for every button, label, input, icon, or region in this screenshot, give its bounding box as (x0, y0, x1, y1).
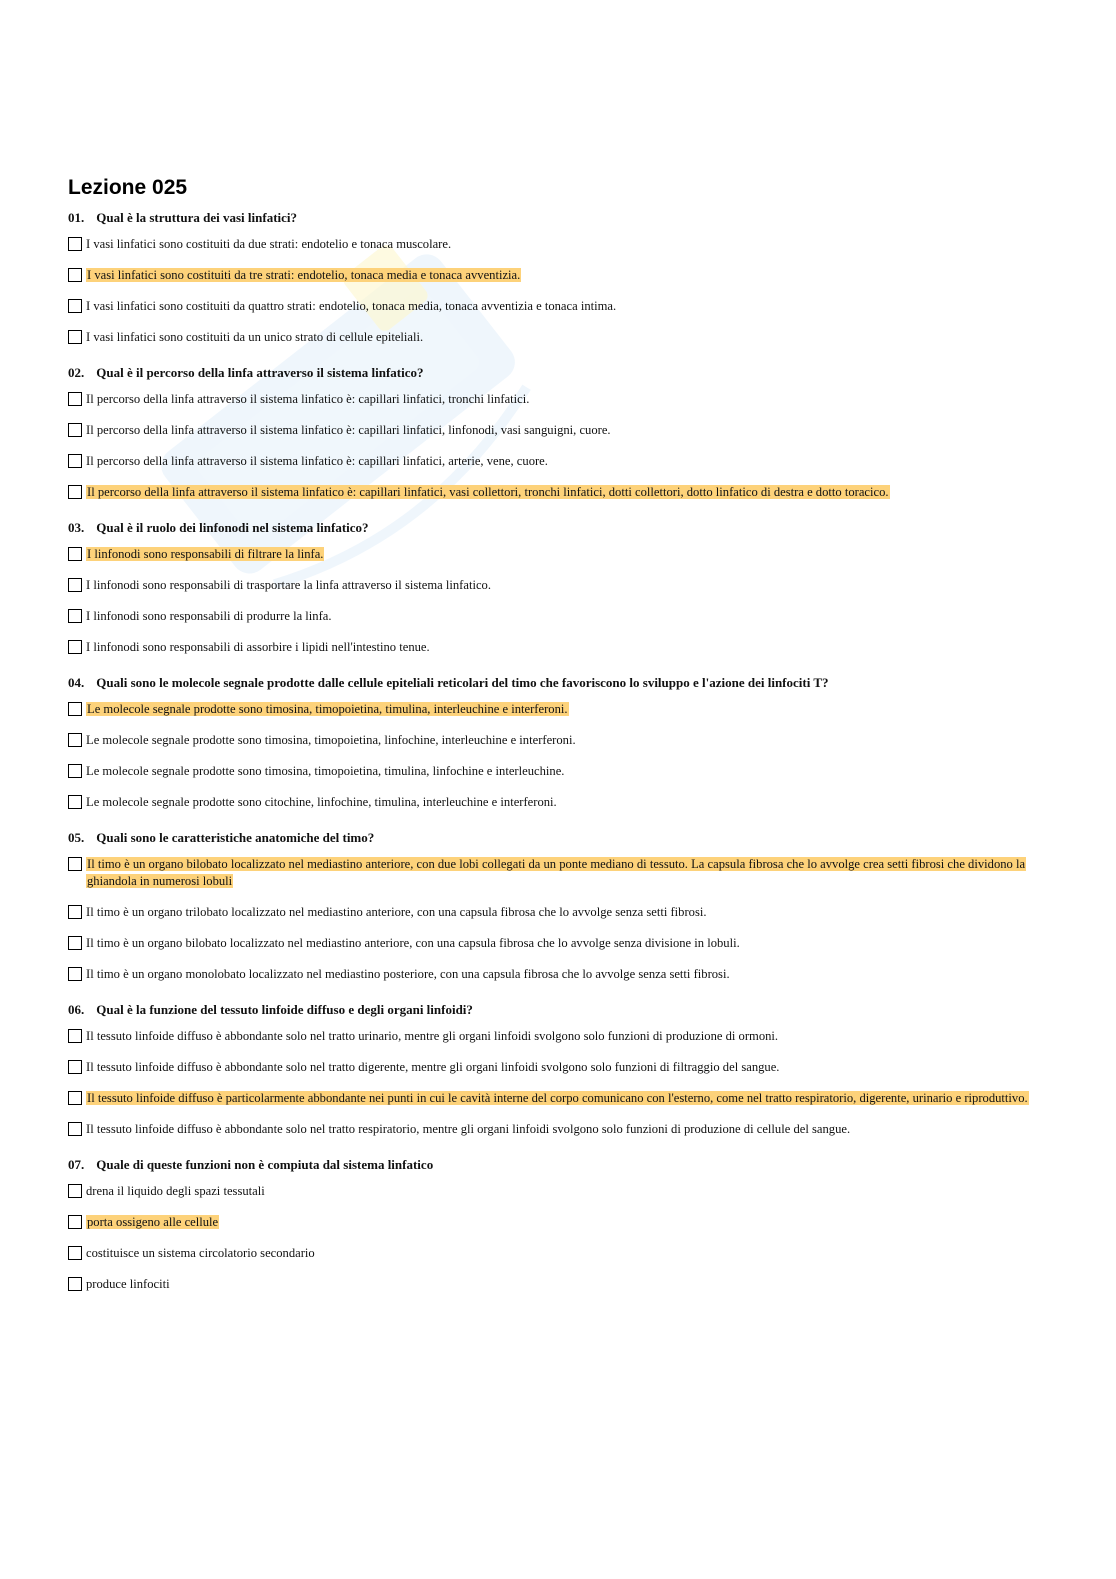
highlighted-answer-text: Il tessuto linfoide diffuso è particolarmente abbondante nei punti in cui le cavità interne del corpo comunicano con l'esterno, come nel tratto respiratorio, digerente, urinario e riproduttivo. (87, 1091, 1028, 1105)
answer-text (86, 701, 1048, 718)
answer-text: I vasi linfatici sono costituiti da quattro strati: endotelio, tonaca media, tonaca avventizia e tonaca intima. (86, 299, 617, 313)
highlighted-answer-text: Le molecole segnale prodotte sono timosina, timopoietina, timulina, interleuchine e interferoni. (87, 702, 568, 716)
answer-option (68, 236, 1048, 253)
question-title (68, 675, 1048, 691)
answer-checkbox[interactable] (68, 485, 82, 499)
question-text: Quali sono le caratteristiche anatomiche del timo? (96, 830, 375, 845)
question-text: Qual è il percorso della linfa attraverso il sistema linfatico? (96, 365, 424, 380)
answer-checkbox[interactable] (68, 1060, 82, 1074)
answer-text (86, 856, 1048, 890)
answer-checkbox[interactable] (68, 967, 82, 981)
answer-checkbox[interactable] (68, 702, 82, 716)
answer-option-highlighted (68, 1090, 1048, 1107)
answer-checkbox[interactable] (68, 1215, 82, 1229)
answer-checkbox[interactable] (68, 609, 82, 623)
answer-option-highlighted (68, 546, 1048, 563)
answer-text: Il tessuto linfoide diffuso è abbondante solo nel tratto digerente, mentre gli organi linfoidi svolgono solo funzioni di filtraggio del sangue. (86, 1060, 780, 1074)
question-title (68, 1157, 1048, 1173)
answer-option-highlighted (68, 701, 1048, 718)
answer-checkbox[interactable] (68, 578, 82, 592)
answer-text: drena il liquido degli spazi tessutali (86, 1184, 265, 1198)
answer-option (68, 391, 1048, 408)
answer-checkbox[interactable] (68, 905, 82, 919)
answer-text: Le molecole segnale prodotte sono timosina, timopoietina, linfochine, interleuchine e interferoni. (86, 733, 576, 747)
answer-option (68, 904, 1048, 921)
question-text: Qual è la funzione del tessuto linfoide diffuso e degli organi linfoidi? (96, 1002, 473, 1017)
answer-text: Le molecole segnale prodotte sono citochine, linfochine, timulina, interleuchine e interferoni. (86, 795, 557, 809)
answer-text (86, 546, 1048, 563)
answer-text: Il tessuto linfoide diffuso è abbondante solo nel tratto urinario, mentre gli organi linfoidi svolgono solo funzioni di produzione di ormoni. (86, 1029, 779, 1043)
highlighted-answer-text: porta ossigeno alle cellule (87, 1215, 219, 1229)
question-04 (68, 675, 1048, 811)
answer-checkbox[interactable] (68, 1277, 82, 1291)
question-number: 03. (68, 520, 85, 535)
answer-checkbox[interactable] (68, 1246, 82, 1260)
answer-text: I linfonodi sono responsabili di produrre la linfa. (86, 609, 332, 623)
highlighted-answer-text: I vasi linfatici sono costituiti da tre strati: endotelio, tonaca media e tonaca avventizia. (87, 268, 521, 282)
answer-option (68, 763, 1048, 780)
answer-option (68, 422, 1048, 439)
question-title (68, 1002, 1048, 1018)
answer-option (68, 1028, 1048, 1045)
answer-text: I linfonodi sono responsabili di assorbire i lipidi nell'intestino tenue. (86, 640, 430, 654)
question-title (68, 210, 1048, 226)
answer-option (68, 935, 1048, 952)
answer-option (68, 1245, 1048, 1262)
answer-text: Il timo è un organo monolobato localizzato nel mediastino posteriore, con una capsula fibrosa che lo avvolge senza setti fibrosi. (86, 967, 730, 981)
question-number: 04. (68, 675, 85, 690)
answer-option (68, 608, 1048, 625)
answer-checkbox[interactable] (68, 1091, 82, 1105)
question-text: Qual è la struttura dei vasi linfatici? (96, 210, 298, 225)
answer-text: Il timo è un organo trilobato localizzato nel mediastino anteriore, con una capsula fibrosa che lo avvolge senza setti fibrosi. (86, 905, 707, 919)
answer-checkbox[interactable] (68, 733, 82, 747)
question-text: Qual è il ruolo dei linfonodi nel sistema linfatico? (96, 520, 369, 535)
answer-checkbox[interactable] (68, 299, 82, 313)
highlighted-answer-text: I linfonodi sono responsabili di filtrare la linfa. (87, 547, 324, 561)
answer-text (86, 1214, 1048, 1231)
answer-text: Le molecole segnale prodotte sono timosina, timopoietina, timulina, linfochine e interleuchine. (86, 764, 565, 778)
answer-option-highlighted (68, 856, 1048, 890)
answer-checkbox[interactable] (68, 1184, 82, 1198)
answer-text (86, 484, 1048, 501)
question-title (68, 520, 1048, 536)
highlighted-answer-text: Il percorso della linfa attraverso il sistema linfatico è: capillari linfatici, vasi collettori, tronchi linfatici, dotti collettori, dotto linfatico di destra e dotto toracico. (87, 485, 889, 499)
answer-checkbox[interactable] (68, 857, 82, 871)
question-title (68, 365, 1048, 381)
answer-option (68, 1121, 1048, 1138)
question-number: 05. (68, 830, 85, 845)
question-05 (68, 830, 1048, 983)
answer-option (68, 1276, 1048, 1293)
answer-text: Il tessuto linfoide diffuso è abbondante solo nel tratto respiratorio, mentre gli organi linfoidi svolgono solo funzioni di produzione di cellule del sangue. (86, 1122, 851, 1136)
answer-checkbox[interactable] (68, 764, 82, 778)
answer-text: I linfonodi sono responsabili di trasportare la linfa attraverso il sistema linfatico. (86, 578, 491, 592)
answer-option (68, 732, 1048, 749)
answer-checkbox[interactable] (68, 454, 82, 468)
question-number: 07. (68, 1157, 85, 1172)
answer-option-highlighted (68, 1214, 1048, 1231)
question-07 (68, 1157, 1048, 1293)
answer-text: I vasi linfatici sono costituiti da un unico strato di cellule epiteliali. (86, 330, 424, 344)
answer-option (68, 1183, 1048, 1200)
answer-option (68, 298, 1048, 315)
answer-checkbox[interactable] (68, 1122, 82, 1136)
answer-text (86, 267, 1048, 284)
answer-checkbox[interactable] (68, 795, 82, 809)
answer-option (68, 1059, 1048, 1076)
question-text: Quali sono le molecole segnale prodotte dalle cellule epiteliali reticolari del timo che favoriscono lo sviluppo e l'azione dei linfociti T? (96, 675, 829, 690)
answer-option (68, 639, 1048, 656)
answer-text: produce linfociti (86, 1277, 170, 1291)
answer-option (68, 453, 1048, 470)
page-title: Lezione 025 (68, 176, 188, 199)
question-text: Quale di queste funzioni non è compiuta dal sistema linfatico (96, 1157, 434, 1172)
answer-option-highlighted (68, 267, 1048, 284)
question-03 (68, 520, 1048, 656)
question-01 (68, 210, 1048, 346)
question-title (68, 830, 1048, 846)
answer-checkbox[interactable] (68, 936, 82, 950)
document-page (68, 176, 1048, 1312)
answer-checkbox[interactable] (68, 268, 82, 282)
question-02 (68, 365, 1048, 501)
answer-text (86, 1090, 1048, 1107)
question-number: 06. (68, 1002, 85, 1017)
answer-text: costituisce un sistema circolatorio secondario (86, 1246, 315, 1260)
answer-checkbox[interactable] (68, 237, 82, 251)
highlighted-answer-text: Il timo è un organo bilobato localizzato nel mediastino anteriore, con due lobi collegati da un ponte mediano di tessuto. La capsula fibrosa che lo avvolge crea setti fibrosi che dividono la ghiandola in numerosi lobuli (87, 857, 1026, 888)
answer-text: I vasi linfatici sono costituiti da due strati: endotelio e tonaca muscolare. (86, 237, 452, 251)
question-number: 02. (68, 365, 85, 380)
question-number: 01. (68, 210, 85, 225)
answer-text: Il percorso della linfa attraverso il sistema linfatico è: capillari linfatici, tronchi linfatici. (86, 392, 530, 406)
answer-text: Il percorso della linfa attraverso il sistema linfatico è: capillari linfatici, arterie, vene, cuore. (86, 454, 548, 468)
answer-option-highlighted (68, 484, 1048, 501)
question-06 (68, 1002, 1048, 1138)
answer-checkbox[interactable] (68, 640, 82, 654)
answer-option (68, 794, 1048, 811)
answer-text: Il timo è un organo bilobato localizzato nel mediastino anteriore, con una capsula fibrosa che lo avvolge senza divisione in lobuli. (86, 936, 740, 950)
answer-checkbox[interactable] (68, 330, 82, 344)
answer-checkbox[interactable] (68, 423, 82, 437)
answer-option (68, 577, 1048, 594)
answer-checkbox[interactable] (68, 547, 82, 561)
answer-checkbox[interactable] (68, 392, 82, 406)
answer-text: Il percorso della linfa attraverso il sistema linfatico è: capillari linfatici, linfonodi, vasi sanguigni, cuore. (86, 423, 611, 437)
answer-option (68, 329, 1048, 346)
answer-option (68, 966, 1048, 983)
answer-checkbox[interactable] (68, 1029, 82, 1043)
